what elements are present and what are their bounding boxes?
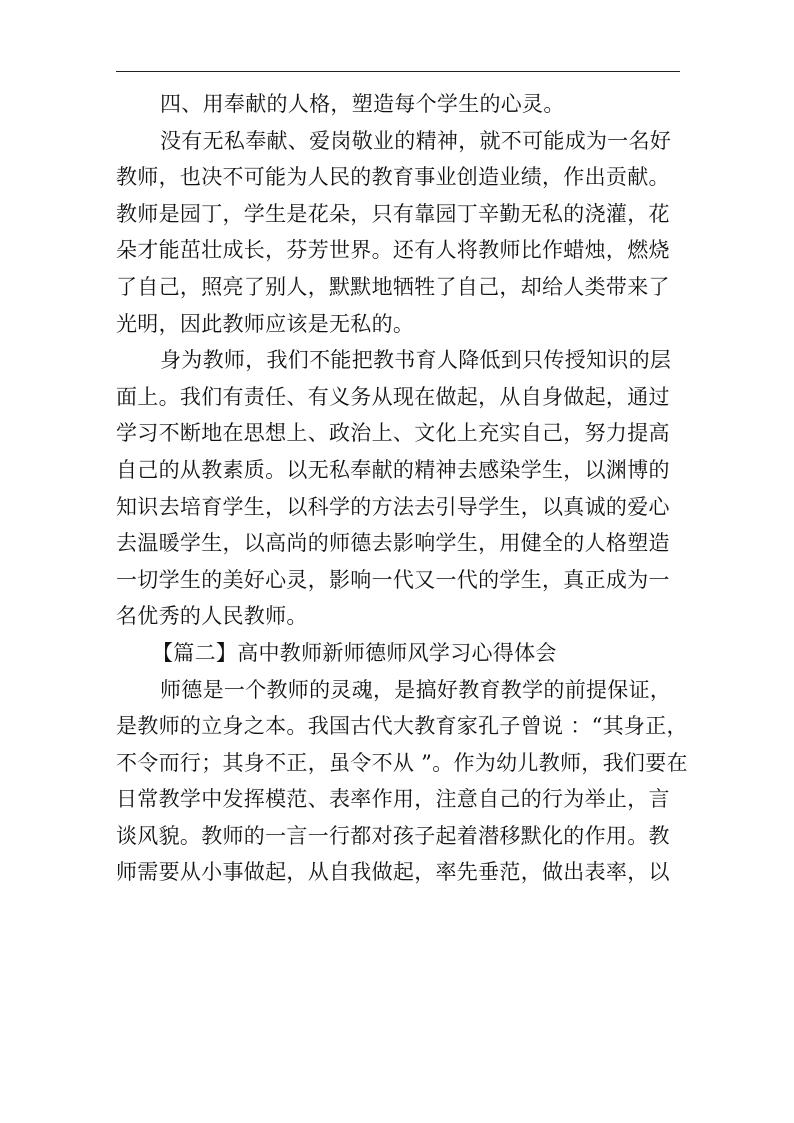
text-line: 师德是一个教师的灵魂，是搞好教育教学的前提保证，	[160, 677, 672, 702]
header-rule	[116, 71, 680, 72]
text-line: 去温暖学生，以高尚的师德去影响学生，用健全的人格塑造	[116, 531, 670, 556]
paragraph-teacher-ethics	[116, 672, 688, 892]
text-line: 一切学生的美好心灵，影响一代又一代的学生，真正成为一	[116, 567, 670, 592]
text-line: 面上。我们有责任、有义务从现在做起，从自身做起，通过	[116, 384, 670, 409]
heading-four	[116, 86, 680, 123]
section-two-title	[116, 635, 680, 672]
text-line: 了自己，照亮了别人，默默地牺牲了自己，却给人类带来了	[116, 274, 670, 299]
text-line: 教师，也决不可能为人民的教育事业创造业绩，作出贡献。	[116, 165, 670, 190]
document-body	[116, 86, 688, 891]
text-line: 学习不断地在思想上、政治上、文化上充实自己，努力提高	[116, 421, 670, 446]
paragraph-as-teachers	[116, 342, 680, 635]
text-line: 没有无私奉献、爱岗敬业的精神，就不可能成为一名好	[160, 128, 672, 153]
text-line: 知识去培育学生，以科学的方法去引导学生，以真诚的爱心	[116, 494, 670, 519]
text-line: 四、用奉献的人格，塑造每个学生的心灵。	[160, 92, 565, 116]
paragraph-selfless-dedication	[116, 123, 680, 343]
text-line: 师需要从小事做起，从自我做起，率先垂范，做出表率，以	[116, 860, 670, 885]
text-line: 日常教学中发挥模范、表率作用，注意自己的行为举止，言	[116, 787, 670, 812]
text-line: 【篇二】高中教师新师德师风学习心得体会	[152, 640, 557, 665]
text-line: 谈风貌。教师的一言一行都对孩子起着潜移默化的作用。教	[116, 823, 670, 848]
text-line: 身为教师，我们不能把教书育人降低到只传授知识的层	[160, 348, 672, 373]
text-line: 朵才能茁壮成长，芬芳世界。还有人将教师比作蜡烛，燃烧	[116, 238, 670, 263]
text-line: 光明，因此教师应该是无私的。	[116, 311, 415, 336]
text-line: 自己的从教素质。以无私奉献的精神去感染学生，以渊博的	[116, 457, 670, 482]
text-line: 不令而行；其身不正，虽令不从 ”。作为幼儿教师，我们要在	[116, 750, 688, 775]
text-line: 是教师的立身之本。我国古代大教育家孔子曾说 ：“其身正，	[116, 714, 688, 739]
text-line: 名优秀的人民教师。	[116, 604, 308, 629]
text-line: 教师是园丁，学生是花朵，只有靠园丁辛勤无私的浇灌，花	[116, 201, 670, 226]
